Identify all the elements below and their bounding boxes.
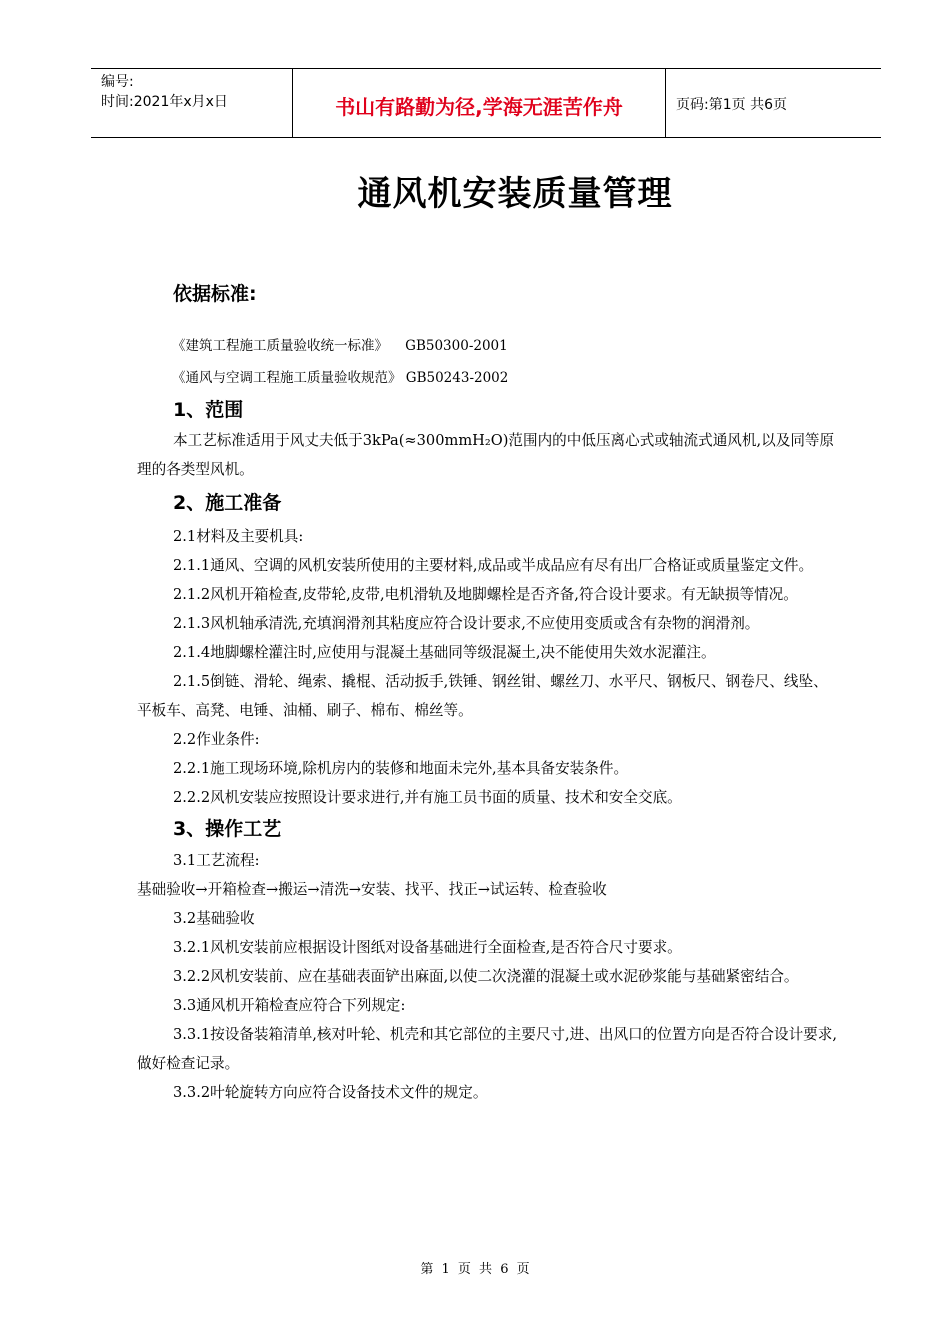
document-title: 通风机安装质量管理 — [357, 174, 673, 214]
document-body — [137, 280, 837, 1107]
paragraph: 3.3.2叶轮旋转方向应符合设备技术文件的规定。 — [173, 1084, 488, 1101]
standard-item: 《建筑工程施工质量验收统一标准》 GB50300-2001 — [172, 338, 508, 354]
section-heading-preparation: 2、施工准备 — [173, 492, 282, 514]
header-motto-cell — [293, 69, 666, 137]
paragraph: 2.2作业条件: — [173, 731, 260, 748]
process-flow: 基础验收→开箱检查→搬运→清洗→安装、找平、找正→试运转、检查验收 — [137, 881, 607, 898]
paragraph: 3.3通风机开箱检查应符合下列规定: — [173, 997, 406, 1014]
document-header — [91, 68, 881, 138]
paragraph: 2.2.2风机安装应按照设计要求进行,并有施工员书面的质量、技术和安全交底。 — [173, 789, 682, 806]
header-motto: 书山有路勤为径,学海无涯苦作舟 — [335, 95, 623, 119]
paragraph: 2.1.1通风、空调的风机安装所使用的主要材料,成品或半成品应有尽有出厂合格证或质量鉴定文件。 — [173, 557, 814, 574]
paragraph: 3.2.2风机安装前、应在基础表面铲出麻面,以使二次浇灌的混凝土或水泥砂浆能与基础紧密结合。 — [173, 968, 799, 985]
paragraph: 3.1工艺流程: — [173, 852, 260, 869]
paragraph: 3.2基础验收 — [173, 910, 255, 927]
section-heading-scope: 1、范围 — [173, 399, 244, 421]
standard-item: 《通风与空调工程施工质量验收规范》 GB50243-2002 — [172, 370, 509, 386]
header-meta-cell — [91, 69, 293, 137]
paragraph: 2.1材料及主要机具: — [173, 528, 304, 545]
paragraph: 2.1.5倒链、滑轮、绳索、撬棍、活动扳手,铁锤、钢丝钳、螺丝刀、水平尺、钢板尺、钢卷尺、线坠、平板车、高凳、电锤、油桶、刷子、棉布、棉丝等。 — [137, 673, 828, 719]
basis-heading: 依据标准: — [173, 283, 257, 305]
document-time-label: 时间:2021年x月x日 — [101, 94, 228, 110]
paragraph: 2.2.1施工现场环境,除机房内的装修和地面未完外,基本具备安装条件。 — [173, 760, 629, 777]
paragraph: 3.2.1风机安装前应根据设计图纸对设备基础进行全面检查,是否符合尺寸要求。 — [173, 939, 682, 956]
paragraph: 本工艺标准适用于风丈夫低于3kPa(≈300mmH₂O)范围内的中低压离心式或轴流式通风机,以及同等原理的各类型风机。 — [137, 432, 835, 478]
header-page-cell — [666, 69, 881, 137]
document-number-label: 编号: — [101, 74, 134, 90]
page-footer: 第 1 页 共 6 页 — [420, 1262, 530, 1277]
paragraph: 3.3.1按设备装箱清单,核对叶轮、机壳和其它部位的主要尺寸,进、出风口的位置方向是否符合设计要求,做好检查记录。 — [137, 1026, 837, 1072]
header-page-number: 页码:第1页 共6页 — [676, 97, 787, 113]
section-heading-operation: 3、操作工艺 — [173, 818, 282, 840]
paragraph: 2.1.3风机轴承清洗,充填润滑剂其粘度应符合设计要求,不应使用变质或含有杂物的润滑剂。 — [173, 615, 760, 632]
paragraph: 2.1.2风机开箱检查,皮带轮,皮带,电机滑轨及地脚螺栓是否齐备,符合设计要求。有无缺损等情况。 — [173, 586, 798, 603]
paragraph: 2.1.4地脚螺栓灌注时,应使用与混凝土基础同等级混凝土,决不能使用失效水泥灌注。 — [173, 644, 716, 661]
